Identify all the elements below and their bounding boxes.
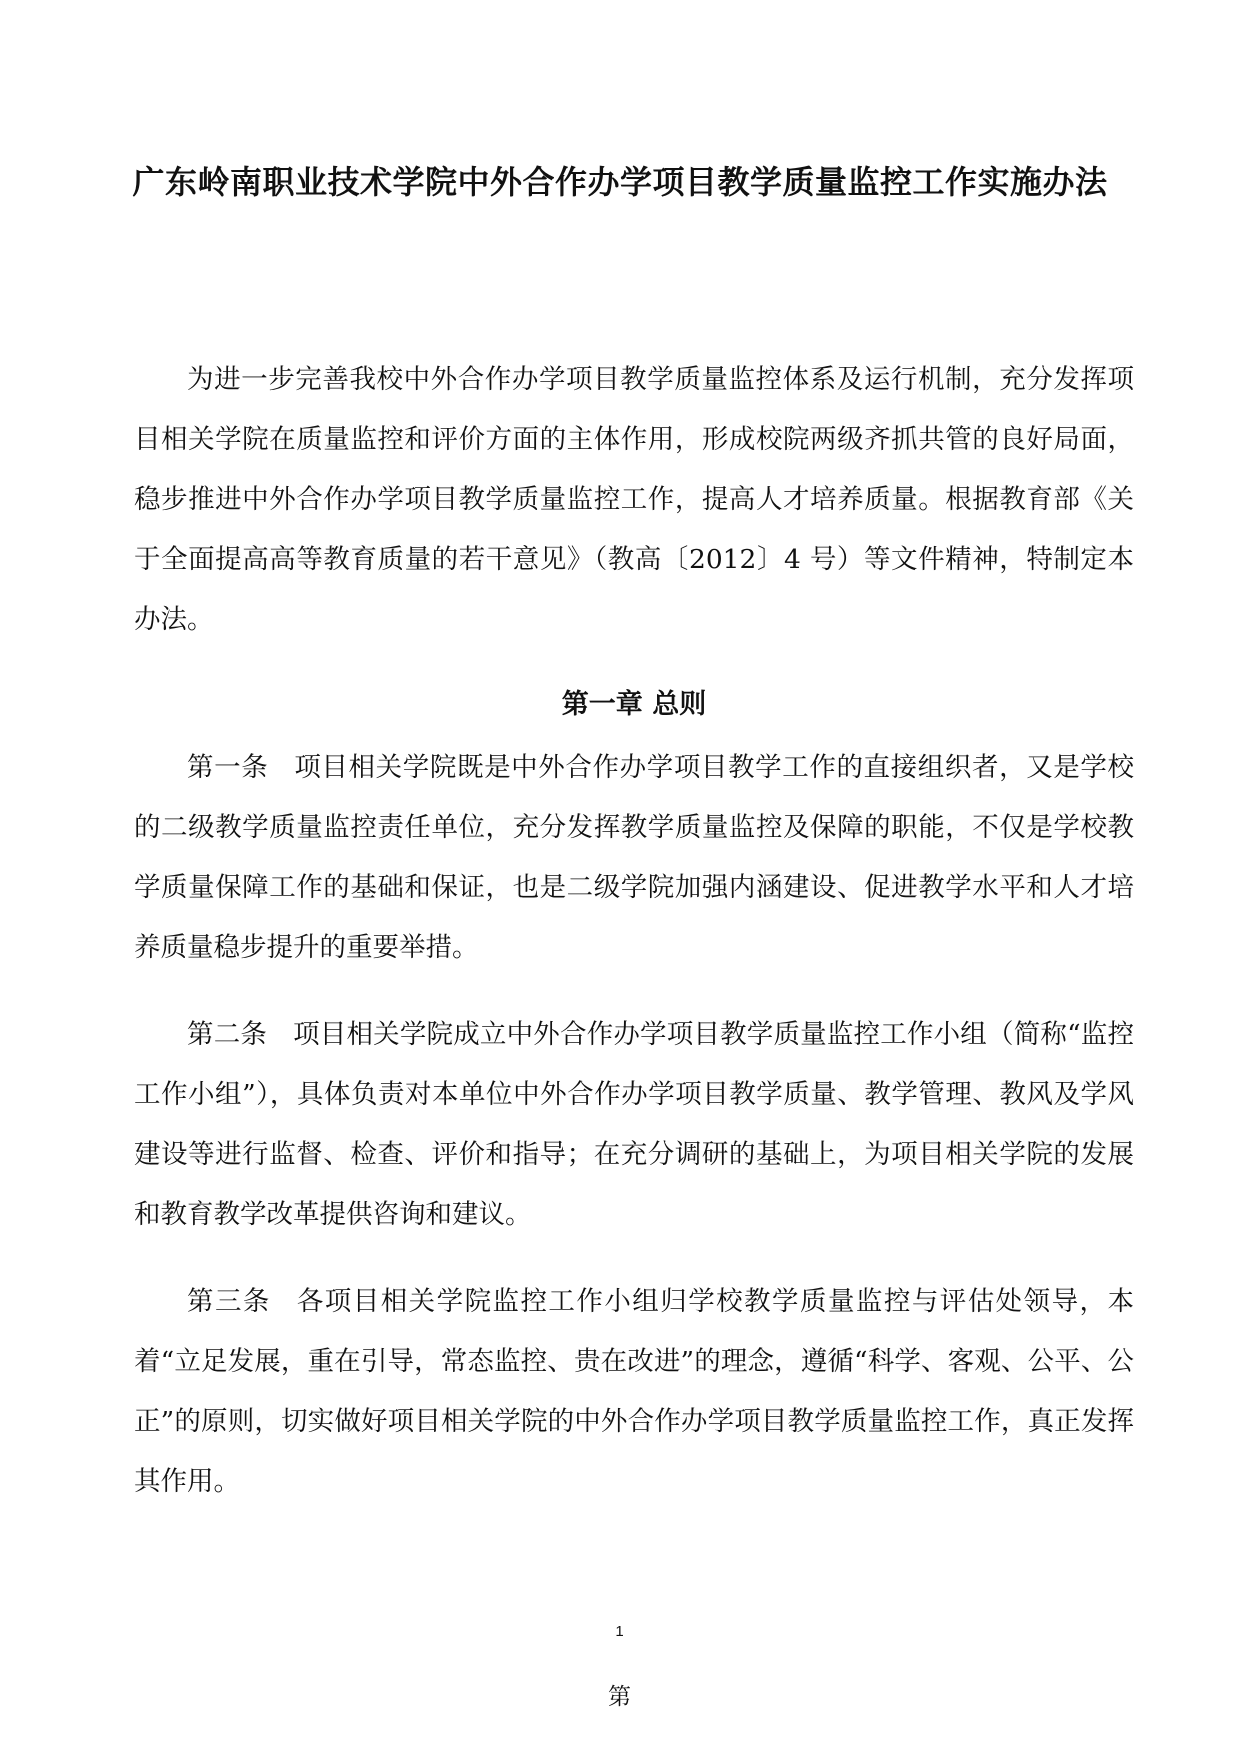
chapter-heading: 第一章 总则: [561, 689, 707, 720]
article-3: [134, 1272, 1134, 1512]
article-2: [134, 1005, 1134, 1245]
footer-text: 第: [608, 1684, 631, 1710]
article-label: 第三条: [187, 1286, 271, 1317]
article-text: 项目相关学院成立中外合作办学项目教学质量监控工作小组（简称“监控工作小组”），具体负责对本单位中外合作办学项目教学质量、教学管理、教风及学风建设等进行监督、检查、评价和指导；在充分调研的基础上，为项目相关学院的发展和教育教学改革提供咨询和建议。: [134, 1019, 1134, 1230]
article-text: 项目相关学院既是中外合作办学项目教学工作的直接组织者，又是学校的二级教学质量监控责任单位，充分发挥教学质量监控及保障的职能，不仅是学校教学质量保障工作的基础和保证，也是二级学院加强内涵建设、促进教学水平和人才培养质量稳步提升的重要举措。: [134, 752, 1135, 963]
article-text: 各项目相关学院监控工作小组归学校教学质量监控与评估处领导，本着“立足发展，重在引导，常态监控、贵在改进”的理念，遵循“科学、客观、公平、公正”的原则，切实做好项目相关学院的中外合作办学项目教学质量监控工作，真正发挥其作用。: [134, 1286, 1134, 1497]
document-title: 广东岭南职业技术学院中外合作办学项目教学质量监控工作实施办法: [132, 163, 1108, 201]
article-label: 第一条: [187, 752, 269, 783]
article-1: [134, 738, 1134, 978]
article-label: 第二条: [187, 1019, 268, 1050]
page-number: 1: [615, 1623, 624, 1640]
intro-paragraph: 为进一步完善我校中外合作办学项目教学质量监控体系及运行机制，充分发挥项目相关学院在质量监控和评价方面的主体作用，形成校院两级齐抓共管的良好局面，稳步推进中外合作办学项目教学质量监控工作，提高人才培养质量。根据教育部《关于全面提高高等教育质量的若干意见》（教高〔2012〕4 号）等文件精神，特制定本办法。: [134, 364, 1134, 635]
